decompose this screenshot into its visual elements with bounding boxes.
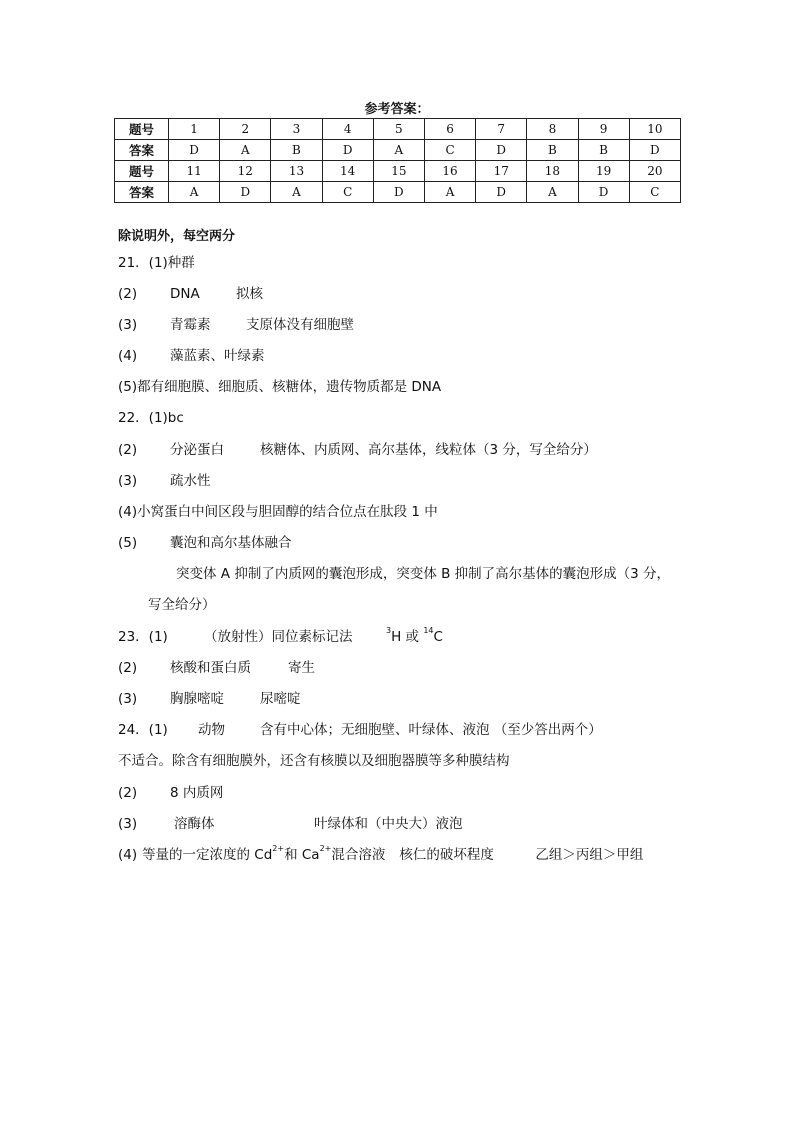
q23-part3 (118, 690, 301, 708)
table-row (115, 182, 681, 203)
answer-key-title: 参考答案： (364, 102, 430, 117)
table-cell: A (220, 140, 271, 161)
table-cell: D (169, 140, 220, 161)
table-row (115, 161, 681, 182)
table-cell: D (476, 182, 527, 203)
q24-part3-answer-b: 叶绿体和（中央大）液泡 (314, 816, 463, 832)
table-cell: 3 (271, 119, 322, 140)
c-symbol: C (433, 629, 443, 645)
q24-part3 (118, 815, 463, 833)
q21-part3-answer-b: 支原体没有细胞壁 (246, 317, 354, 333)
q22-part2 (118, 441, 597, 459)
q24-part4 (118, 846, 643, 864)
q24-part4-answer-c: 乙组＞丙组＞甲组 (535, 847, 644, 863)
table-cell: 16 (424, 161, 475, 182)
q24-part4-num: (4) (118, 847, 138, 863)
q24-part2 (118, 784, 223, 802)
q23-part2-num: (2) (118, 660, 138, 676)
q21-part2-answer-a: DNA (170, 286, 200, 302)
table-cell: 18 (527, 161, 578, 182)
q24-part1-answer-b: 含有中心体；无细胞壁、叶绿体、液泡 （至少答出两个） (260, 722, 602, 738)
q24-part1-continued: 不适合。除含有细胞膜外，还含有核膜以及细胞器膜等多种膜结构 (118, 753, 510, 769)
table-row (115, 140, 681, 161)
row-label: 答案 (115, 182, 169, 203)
table-cell: 5 (373, 119, 424, 140)
q24-part1 (118, 721, 602, 739)
table-cell: A (169, 182, 220, 203)
q22-part5-num: (5) (118, 535, 138, 551)
table-cell: D (476, 140, 527, 161)
h-symbol: H 或 (391, 629, 424, 645)
q21-part3-num: (3) (118, 317, 138, 333)
table-cell: 20 (629, 161, 680, 182)
q22-part4: (4)小窝蛋白中间区段与胆固醇的结合位点在肽段 1 中 (118, 504, 438, 520)
q22-part2-answer-a: 分泌蛋白 (170, 442, 224, 458)
table-cell: B (527, 140, 578, 161)
table-cell: C (424, 140, 475, 161)
q23-part2 (118, 659, 315, 677)
table-cell: 8 (527, 119, 578, 140)
table-cell: 19 (578, 161, 629, 182)
q22-part2-answer-b: 核糖体、内质网、高尔基体，线粒体（3 分，写全给分） (260, 442, 597, 458)
table-cell: D (322, 140, 373, 161)
q21-part4 (118, 347, 265, 365)
table-cell: 7 (476, 119, 527, 140)
q23-part1-num: 23．(1) (118, 629, 168, 645)
q23-part2-answer-b: 寄生 (288, 660, 315, 676)
answer-table (114, 118, 681, 203)
q21-part2 (118, 285, 263, 303)
q24-part3-num: (3) (118, 816, 138, 832)
table-cell: A (424, 182, 475, 203)
q21-part2-num: (2) (118, 286, 138, 302)
q21-part2-answer-b: 拟核 (236, 286, 263, 302)
table-cell: 9 (578, 119, 629, 140)
q21-part3 (118, 316, 354, 334)
table-cell: 1 (169, 119, 220, 140)
table-cell: 10 (629, 119, 680, 140)
table-cell: 12 (220, 161, 271, 182)
q22-part5-answer-a: 囊泡和高尔基体融合 (170, 535, 292, 551)
q23-part3-answer-a: 胸腺嘧啶 (170, 691, 224, 707)
scoring-note: 除说明外，每空两分 (118, 229, 236, 244)
q24-part4-answer-b: 核仁的破坏程度 (399, 847, 494, 863)
q21-part4-answer-a: 藻蓝素、叶绿素 (170, 348, 265, 364)
ca-charge: 2+ (319, 844, 332, 853)
table-cell: 17 (476, 161, 527, 182)
table-cell: B (271, 140, 322, 161)
table-cell: C (629, 182, 680, 203)
table-cell: 11 (169, 161, 220, 182)
q22-part5 (118, 534, 292, 552)
q22-part3 (118, 472, 211, 490)
table-cell: 6 (424, 119, 475, 140)
q22-part1: 22．(1)bc (118, 410, 184, 426)
table-cell: D (629, 140, 680, 161)
q21-part1: 21．(1)种群 (118, 255, 195, 271)
q24-part1-num: 24．(1) (118, 722, 168, 738)
table-cell: A (271, 182, 322, 203)
q21-part4-num: (4) (118, 348, 138, 364)
table-cell: D (578, 182, 629, 203)
q22-part6-line2: 写全给分） (148, 597, 216, 613)
table-cell: D (220, 182, 271, 203)
table-cell: C (322, 182, 373, 203)
table-cell: 2 (220, 119, 271, 140)
q23-part1-answer-a: （放射性）同位素标记法 (204, 629, 353, 645)
q24-part2-num: (2) (118, 785, 138, 801)
q24-part3-answer-a: 溶酶体 (174, 816, 215, 832)
q23-part3-answer-b: 尿嘧啶 (260, 691, 301, 707)
table-cell: 4 (322, 119, 373, 140)
q22-part2-num: (2) (118, 442, 138, 458)
row-label: 题号 (115, 161, 169, 182)
q23-part1 (118, 628, 443, 646)
q22-part3-num: (3) (118, 473, 138, 489)
q24-part2-answer-a: 8 内质网 (170, 785, 224, 801)
q23-part3-num: (3) (118, 691, 138, 707)
table-cell: 15 (373, 161, 424, 182)
q21-part5: (5)都有细胞膜、细胞质、核糖体，遗传物质都是 DNA (118, 379, 442, 395)
q21-part3-answer-a: 青霉素 (170, 317, 211, 333)
q22-part6-line1: 突变体 A 抑制了内质网的囊泡形成，突变体 B 抑制了高尔基体的囊泡形成（3 分， (176, 566, 671, 582)
table-cell: B (578, 140, 629, 161)
row-label: 题号 (115, 119, 169, 140)
q23-part2-answer-a: 核酸和蛋白质 (170, 660, 251, 676)
q24-part1-answer-a: 动物 (198, 722, 225, 738)
table-cell: 14 (322, 161, 373, 182)
cd-charge: 2+ (272, 844, 285, 853)
table-cell: 13 (271, 161, 322, 182)
table-row (115, 119, 681, 140)
q24-part4-answer-a3: 混合溶液 (331, 847, 386, 863)
table-cell: A (527, 182, 578, 203)
q24-part4-answer-a1: 等量的一定浓度的 Cd (142, 847, 273, 863)
q22-part3-answer-a: 疏水性 (170, 473, 211, 489)
c-mass-number: 14 (423, 626, 434, 635)
row-label: 答案 (115, 140, 169, 161)
table-cell: A (373, 140, 424, 161)
h-mass-number: 3 (386, 626, 392, 635)
q24-part4-answer-a2: 和 Ca (284, 847, 320, 863)
table-cell: D (373, 182, 424, 203)
